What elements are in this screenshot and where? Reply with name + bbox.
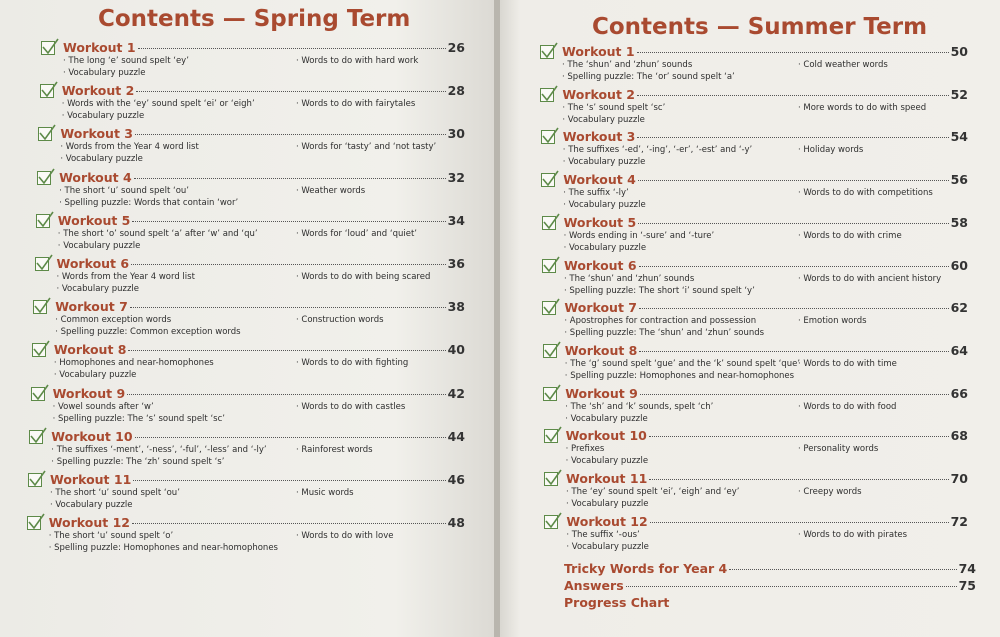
entry-heading-line <box>59 170 465 185</box>
page-number: 75 <box>958 578 976 593</box>
workout-title: Workout 1 <box>562 44 635 59</box>
page-number: 72 <box>950 513 968 529</box>
dot-leader <box>639 351 948 352</box>
completion-checkbox[interactable] <box>544 429 558 443</box>
topic-bullet: · Vocabulary puzzle <box>63 68 146 78</box>
entry-heading-line <box>566 514 968 529</box>
check-mark-icon <box>541 170 559 188</box>
check-mark-icon <box>29 427 47 445</box>
vocabulary-theme: · Words to do with being scared <box>296 272 431 282</box>
check-mark-icon <box>28 470 46 488</box>
vocabulary-theme: · Words to do with competitions <box>797 188 933 199</box>
contents-entry <box>544 429 968 471</box>
workout-title: Workout 7 <box>564 300 637 316</box>
contents-entry <box>544 472 968 514</box>
contents-entry <box>38 127 465 169</box>
topic-bullet: · Vocabulary puzzle <box>563 242 647 253</box>
topic-bullet: · Spelling puzzle: The short ‘i’ sound spelt ‘y’ <box>564 285 755 296</box>
completion-checkbox[interactable] <box>37 171 51 185</box>
vocabulary-theme: · Words to do with hard work <box>296 56 419 66</box>
completion-checkbox[interactable] <box>540 45 554 59</box>
topic-bullet: · The suffixes ‘-ment’, ‘-ness’, ‘-ful’, ‘-less’ and ‘-ly’ <box>51 444 267 455</box>
vocabulary-theme: · Words for ‘loud’ and ‘quiet’ <box>295 228 418 239</box>
topic-bullet: · Vocabulary puzzle <box>57 240 141 251</box>
contents-entry <box>540 45 968 87</box>
topic-bullet: · Vocabulary puzzle <box>562 157 646 168</box>
topic-bullet: · The ‘ey’ sound spelt ‘ei’, ‘eigh’ and ‘ey’ <box>566 487 740 497</box>
contents-entry <box>27 516 465 558</box>
page-number: 70 <box>950 471 968 486</box>
dot-leader <box>127 394 445 395</box>
check-mark-icon <box>542 213 560 231</box>
topic-bullet: · Spelling puzzle: Homophones and near-homophones <box>564 370 795 381</box>
workout-title: Workout 11 <box>566 471 648 486</box>
dot-leader <box>132 523 446 524</box>
check-mark-icon <box>543 384 561 402</box>
topic-bullet: · Vocabulary puzzle <box>61 111 145 122</box>
page-number: 26 <box>447 40 465 55</box>
topic-bullet: · Vocabulary puzzle <box>60 154 143 165</box>
dot-leader <box>138 48 446 49</box>
contents-entry <box>541 130 968 172</box>
page-number: 68 <box>950 428 968 444</box>
topic-bullet: · The suffix ‘-ly’ <box>563 188 629 199</box>
page-number: 60 <box>950 257 968 273</box>
entry-heading-line <box>566 471 968 486</box>
completion-checkbox[interactable] <box>41 41 55 55</box>
check-mark-icon <box>544 512 562 530</box>
page-number: 64 <box>950 342 968 358</box>
entry-heading-line <box>562 44 968 59</box>
topic-bullet: · Words with the ‘ey’ sound spelt ‘ei’ or ‘eigh’ <box>61 99 255 110</box>
dot-leader <box>649 479 948 480</box>
page-number: 30 <box>447 126 465 142</box>
vocabulary-theme: · Cold weather words <box>798 60 888 70</box>
dot-leader <box>637 137 948 138</box>
topic-bullet: · Vocabulary puzzle <box>56 284 140 294</box>
completion-checkbox[interactable] <box>542 216 556 230</box>
dot-leader <box>649 436 949 437</box>
dot-leader <box>135 437 446 438</box>
topic-bullet: · Homophones and near-homophones <box>53 358 214 369</box>
completion-checkbox[interactable] <box>544 472 558 486</box>
completion-checkbox[interactable] <box>35 257 49 271</box>
workout-title: Workout 12 <box>566 513 648 529</box>
vocabulary-theme: · Words to do with crime <box>797 230 902 241</box>
vocabulary-theme: · Music words <box>296 488 354 498</box>
page-number: 46 <box>447 472 465 487</box>
topic-bullet: · Vocabulary puzzle <box>566 541 649 552</box>
check-mark-icon <box>540 85 558 103</box>
topic-bullet: · The suffix ‘-ous’ <box>566 529 640 540</box>
entry-heading-line <box>50 472 465 487</box>
entry-heading-line <box>564 215 968 230</box>
entry-heading-line <box>563 172 968 187</box>
topic-bullet: · The ‘shun’ and ‘zhun’ sounds <box>562 60 693 70</box>
contents-entry <box>32 343 465 385</box>
topic-bullet: · The short ‘o’ sound spelt ‘a’ after ‘w’ and ‘qu’ <box>57 228 258 239</box>
page-number: 40 <box>447 342 465 358</box>
topic-bullet: · Vocabulary puzzle <box>565 413 648 424</box>
page-title: Contents — Spring Term <box>98 6 411 32</box>
topic-bullet: · Vocabulary puzzle <box>563 200 646 211</box>
contents-entry <box>29 430 465 472</box>
contents-entry <box>541 173 968 215</box>
page-number: 50 <box>950 44 968 59</box>
check-mark-icon <box>40 81 58 99</box>
vocabulary-theme: · Words for ‘tasty’ and ‘not tasty’ <box>295 142 437 153</box>
dot-leader <box>638 180 949 181</box>
dot-leader <box>650 522 949 523</box>
dot-leader <box>135 134 446 135</box>
entry-heading-line <box>57 256 466 271</box>
dot-leader <box>130 307 446 308</box>
vocabulary-theme: · Weather words <box>295 185 366 196</box>
vocabulary-theme: · Rainforest words <box>295 444 373 455</box>
vocabulary-theme: · Words to do with castles <box>295 401 406 412</box>
check-mark-icon <box>37 168 55 186</box>
vocabulary-theme: · Words to do with fighting <box>295 358 409 369</box>
dot-leader <box>729 569 956 570</box>
page-number: 74 <box>958 561 976 576</box>
topic-bullet: · The ‘g’ sound spelt ‘gue’ and the ‘k’ sound spelt ‘que’ <box>564 358 801 369</box>
topic-bullet: · The ‘shun’ and ‘zhun’ sounds <box>564 273 695 284</box>
topic-bullet: · The short ‘u’ sound spelt ‘ou’ <box>59 185 189 196</box>
topic-bullet: · The short ‘u’ sound spelt ‘ou’ <box>50 488 180 498</box>
page-number: 54 <box>950 129 968 145</box>
topic-bullet: · Spelling puzzle: Homophones and near-homophones <box>48 543 278 554</box>
completion-checkbox[interactable] <box>33 300 47 314</box>
completion-checkbox[interactable] <box>543 387 557 401</box>
topic-bullet: · The ‘s’ sound spelt ‘sc’ <box>562 102 666 113</box>
topic-bullet: · The long ‘e’ sound spelt ‘ey’ <box>63 56 189 66</box>
workout-title: Workout 4 <box>563 172 636 188</box>
check-mark-icon <box>540 42 558 60</box>
completion-checkbox[interactable] <box>28 473 42 487</box>
vocabulary-theme: · Construction words <box>295 315 384 326</box>
topic-bullet: · Spelling puzzle: The ‘zh’ sound spelt ‘s’ <box>51 456 225 467</box>
vocabulary-theme: · Personality words <box>797 444 879 455</box>
dot-leader <box>640 394 949 395</box>
entry-heading-line <box>564 258 968 273</box>
dot-leader <box>136 91 445 92</box>
check-mark-icon <box>36 211 54 229</box>
topic-bullet: · The ‘sh’ and ‘k’ sounds, spelt ‘ch’ <box>565 401 714 412</box>
check-mark-icon <box>27 513 45 531</box>
workout-title: Workout 3 <box>562 129 636 145</box>
dot-leader <box>637 52 949 53</box>
dot-leader <box>132 221 445 222</box>
check-mark-icon <box>542 298 560 316</box>
workout-title: Workout 2 <box>562 86 635 102</box>
workout-title: Workout 9 <box>52 385 126 401</box>
dot-leader <box>639 266 949 267</box>
check-mark-icon <box>33 297 51 315</box>
entry-heading-line <box>566 428 968 443</box>
completion-checkbox[interactable] <box>27 516 41 530</box>
page-number: 42 <box>447 385 465 401</box>
page-number: 62 <box>950 300 968 316</box>
completion-checkbox[interactable] <box>38 127 52 141</box>
entry-heading-line <box>55 299 465 314</box>
topic-bullet: · Spelling puzzle: The ‘or’ sound spelt ‘a’ <box>562 72 735 82</box>
entry-heading-line <box>563 129 968 144</box>
topic-bullet: · Words from the Year 4 word list <box>60 142 199 153</box>
entry-heading-line <box>53 386 465 401</box>
contents-entry <box>540 88 968 130</box>
topic-bullet: · Spelling puzzle: Common exception words <box>55 327 241 338</box>
topic-bullet: · Apostrophes for contraction and possession <box>564 316 757 327</box>
check-mark-icon <box>543 341 561 359</box>
topic-bullet: · Vocabulary puzzle <box>53 370 137 381</box>
entry-heading-line <box>565 343 968 358</box>
check-mark-icon <box>542 256 560 274</box>
topic-bullet: · Vocabulary puzzle <box>562 114 645 125</box>
page-number: 48 <box>447 515 465 531</box>
contents-entry <box>543 387 968 429</box>
topic-bullet: · The suffixes ‘-ed’, ‘-ing’, ‘-er’, ‘-est’ and ‘-y’ <box>562 145 753 156</box>
page-number: 52 <box>950 86 968 102</box>
topic-bullet: · Vocabulary puzzle <box>50 500 133 510</box>
entry-heading-line <box>565 386 968 401</box>
workout-title: Workout 3 <box>60 126 133 142</box>
dot-leader <box>131 264 446 265</box>
page-number: 36 <box>447 256 465 271</box>
workout-title: Workout 4 <box>59 169 132 185</box>
page-number: 58 <box>950 214 968 230</box>
check-mark-icon <box>544 426 562 444</box>
entry-heading-line <box>63 40 465 55</box>
section-title: Answers <box>564 578 624 593</box>
dot-leader <box>133 480 445 481</box>
topic-bullet: · Vowel sounds after ‘w’ <box>52 401 154 412</box>
workout-title: Workout 10 <box>51 428 133 444</box>
check-mark-icon <box>38 124 56 142</box>
vocabulary-theme: · Words to do with love <box>295 531 394 542</box>
vocabulary-theme: · Words to do with food <box>797 401 897 412</box>
extra-contents-entry <box>564 561 976 576</box>
completion-checkbox[interactable] <box>40 84 54 98</box>
contents-entry <box>37 171 465 213</box>
contents-entry <box>544 515 968 557</box>
completion-checkbox[interactable] <box>544 515 558 529</box>
summer-term-contents-page <box>500 0 1000 637</box>
entry-heading-line <box>564 300 968 315</box>
workout-title: Workout 8 <box>53 342 127 358</box>
entry-heading-line <box>49 515 465 530</box>
entry-heading-line <box>62 83 465 98</box>
workout-title: Workout 11 <box>50 472 132 487</box>
check-mark-icon <box>32 340 50 358</box>
vocabulary-theme: · Words to do with fairytales <box>295 99 416 110</box>
contents-entry <box>542 216 968 258</box>
dot-leader <box>134 178 446 179</box>
page-title: Contents — Summer Term <box>592 14 928 40</box>
completion-checkbox[interactable] <box>31 387 45 401</box>
topic-bullet: · Spelling puzzle: The ‘shun’ and ‘zhun’ sounds <box>564 328 765 339</box>
contents-entry <box>542 259 968 301</box>
workout-title: Workout 5 <box>57 212 131 228</box>
workout-title: Workout 2 <box>61 83 135 99</box>
page-number: 28 <box>447 83 465 99</box>
workout-title: Workout 8 <box>564 342 638 358</box>
vocabulary-theme: · Emotion words <box>797 316 867 327</box>
check-mark-icon <box>35 254 53 272</box>
vocabulary-theme: · Words to do with time <box>797 358 897 369</box>
contents-entry <box>35 257 466 299</box>
dot-leader <box>626 586 957 587</box>
topic-bullet: · The short ‘u’ sound spelt ‘o’ <box>48 531 174 542</box>
entry-heading-line <box>58 213 465 228</box>
workout-title: Workout 10 <box>565 428 647 444</box>
contents-entry <box>41 41 465 83</box>
completion-checkbox[interactable] <box>542 259 556 273</box>
completion-checkbox[interactable] <box>36 214 50 228</box>
workout-title: Workout 9 <box>565 385 638 401</box>
page-number: 34 <box>447 212 465 228</box>
topic-bullet: · Spelling puzzle: Words that contain ‘wor’ <box>59 197 239 208</box>
section-title: Progress Chart <box>564 595 670 610</box>
contents-entry <box>36 214 465 256</box>
page-number: 66 <box>950 385 968 401</box>
dot-leader <box>637 95 949 96</box>
completion-checkbox[interactable] <box>32 343 46 357</box>
dot-leader <box>128 350 445 351</box>
check-mark-icon <box>41 38 59 56</box>
vocabulary-theme: · Holiday words <box>797 145 864 156</box>
completion-checkbox[interactable] <box>540 88 554 102</box>
page-number: 38 <box>447 299 465 315</box>
completion-checkbox[interactable] <box>29 430 43 444</box>
contents-entry <box>28 473 465 515</box>
check-mark-icon <box>541 127 559 145</box>
topic-bullet: · Spelling puzzle: The ‘s’ sound spelt ‘sc’ <box>52 413 225 424</box>
contents-entry <box>33 300 465 342</box>
check-mark-icon <box>31 384 49 402</box>
page-number: 32 <box>447 169 465 185</box>
entry-heading-line <box>51 429 465 444</box>
vocabulary-theme: · Words to do with pirates <box>797 529 908 540</box>
entry-heading-line <box>54 342 465 357</box>
dot-leader <box>638 223 948 224</box>
page-number: 56 <box>950 172 968 188</box>
check-mark-icon <box>544 469 562 487</box>
contents-entry <box>542 301 968 343</box>
contents-entry <box>543 344 968 386</box>
spring-term-contents-page <box>0 0 494 637</box>
contents-entry <box>31 387 465 429</box>
page-number: 44 <box>447 428 465 444</box>
extra-contents-entry <box>564 595 976 610</box>
workout-title: Workout 6 <box>56 256 130 271</box>
completion-checkbox[interactable] <box>542 301 556 315</box>
extra-contents-entry <box>564 578 976 593</box>
vocabulary-theme: · Words to do with ancient history <box>798 273 942 284</box>
topic-bullet: · Common exception words <box>55 315 172 326</box>
workout-title: Workout 5 <box>563 214 637 230</box>
workout-title: Workout 6 <box>564 257 637 273</box>
contents-entry <box>40 84 465 126</box>
completion-checkbox[interactable] <box>541 173 555 187</box>
workout-title: Workout 7 <box>55 299 128 315</box>
topic-bullet: · Vocabulary puzzle <box>566 499 649 509</box>
section-title: Tricky Words for Year 4 <box>564 561 728 576</box>
entry-heading-line <box>60 126 465 141</box>
topic-bullet: · Prefixes <box>565 444 605 455</box>
topic-bullet: · Vocabulary puzzle <box>565 456 649 467</box>
vocabulary-theme: · More words to do with speed <box>797 102 927 113</box>
workout-title: Workout 12 <box>48 515 130 531</box>
vocabulary-theme: · Creepy words <box>798 487 862 497</box>
topic-bullet: · Words from the Year 4 word list <box>56 272 195 282</box>
completion-checkbox[interactable] <box>541 130 555 144</box>
completion-checkbox[interactable] <box>543 344 557 358</box>
dot-leader <box>639 308 949 309</box>
topic-bullet: · Words ending in ‘-sure’ and ‘-ture’ <box>563 230 715 241</box>
workout-title: Workout 1 <box>63 40 136 55</box>
entry-heading-line <box>562 87 968 102</box>
